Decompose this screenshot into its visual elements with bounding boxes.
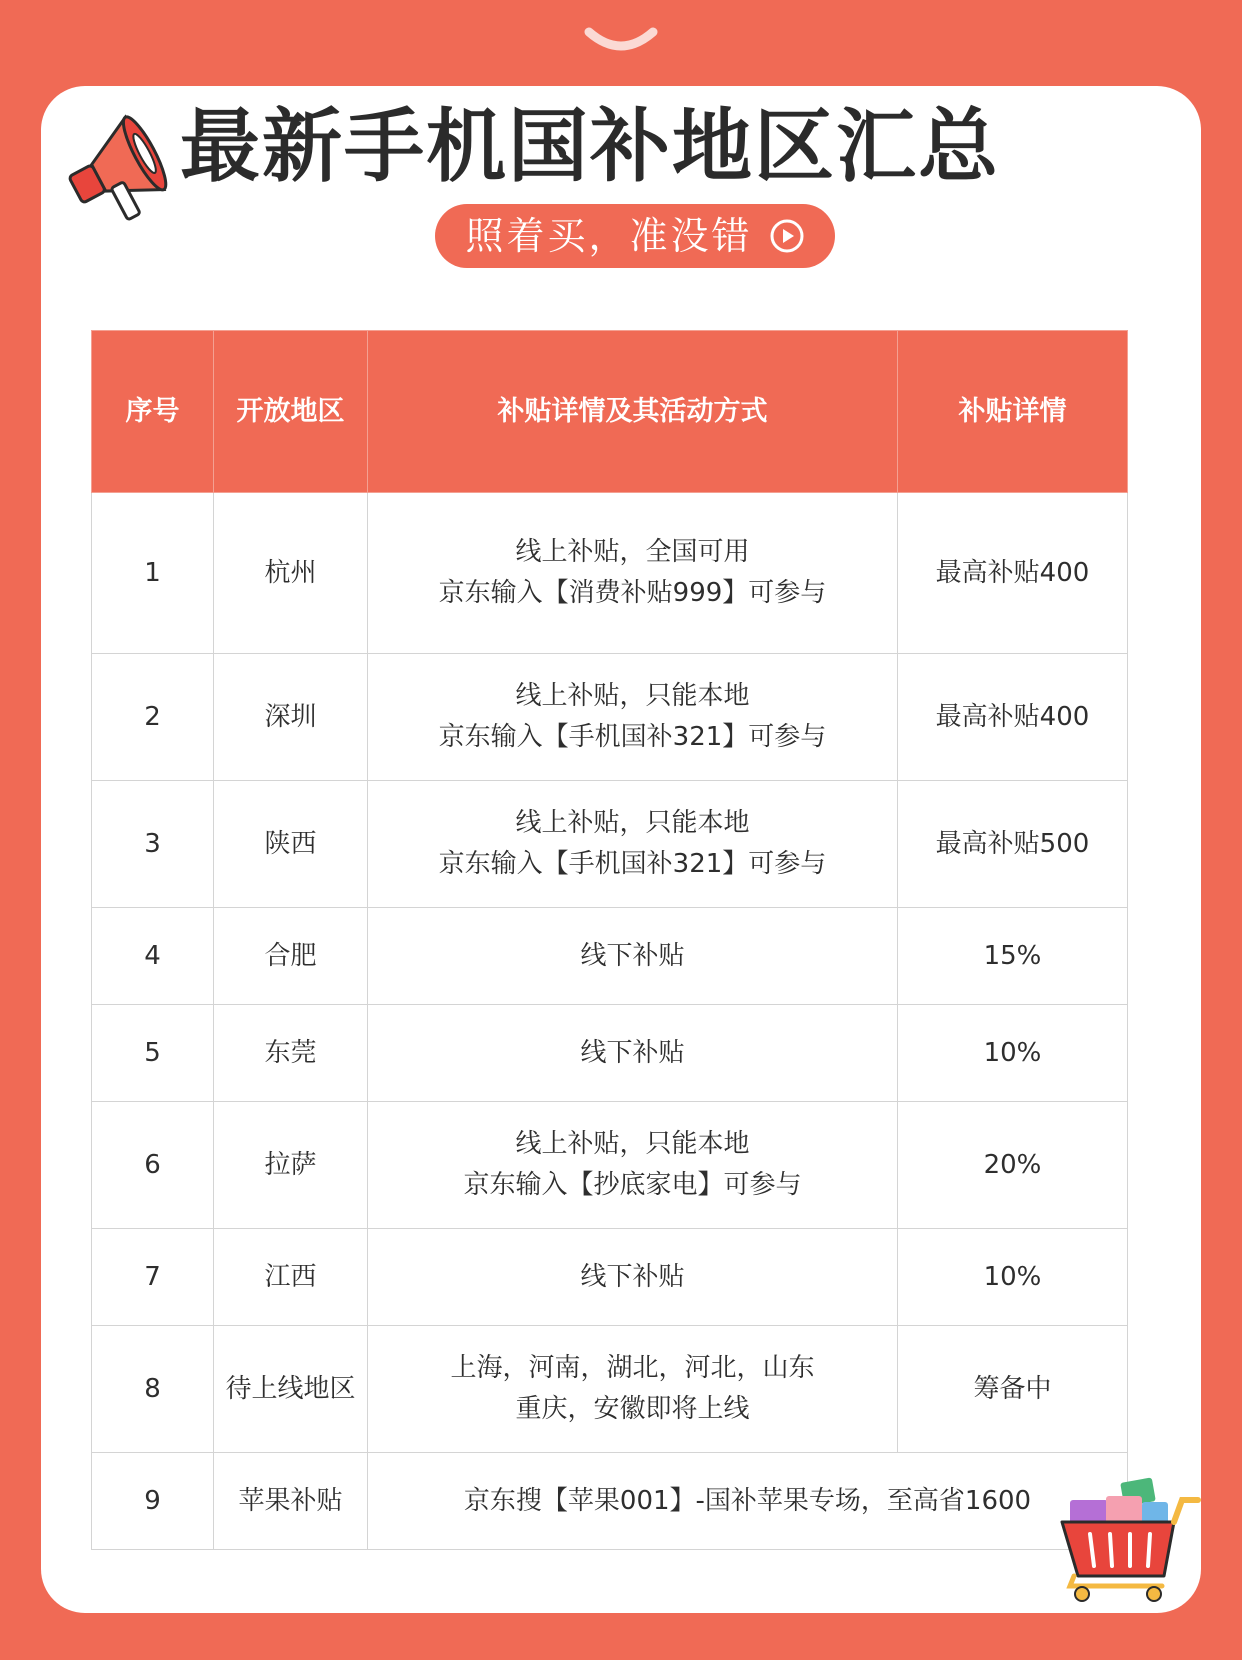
- method-line: 线下补贴: [580, 1261, 685, 1292]
- cell-detail: 最高补贴400: [898, 493, 1128, 654]
- cell-method: [368, 908, 898, 1005]
- header-region: 开放地区: [214, 331, 368, 493]
- header-method: 补贴详情及其活动方式: [368, 331, 898, 493]
- method-line: 上海，河南，湖北，河北，山东: [450, 1353, 815, 1383]
- table-row: [92, 654, 1128, 781]
- megaphone-icon: [54, 98, 174, 230]
- cell-detail: 20%: [898, 1102, 1128, 1229]
- table-header-row: [92, 331, 1128, 493]
- method-line: 京东输入【手机国补321】可参与: [438, 849, 827, 879]
- table-row: [92, 1005, 1128, 1102]
- chevron-down-icon: [583, 26, 659, 56]
- cell-region: 合肥: [214, 908, 368, 1005]
- cell-region: 深圳: [214, 654, 368, 781]
- subsidy-table: [91, 330, 1128, 1550]
- method-line: 重庆，安徽即将上线: [515, 1394, 750, 1424]
- cell-method: [368, 781, 898, 908]
- cell-detail: 最高补贴400: [898, 654, 1128, 781]
- cell-merged-detail: 京东搜【苹果001】-国补苹果专场，至高省1600: [368, 1453, 1128, 1550]
- table-row: [92, 1326, 1128, 1453]
- method-line: 京东输入【抄底家电】可参与: [463, 1170, 802, 1200]
- cell-method: [368, 1229, 898, 1326]
- cell-detail: 10%: [898, 1229, 1128, 1326]
- cell-region: 苹果补贴: [214, 1453, 368, 1550]
- cell-region: 待上线地区: [214, 1326, 368, 1453]
- table-row: [92, 1453, 1128, 1550]
- table-row: [92, 781, 1128, 908]
- cell-detail: 10%: [898, 1005, 1128, 1102]
- page-title: 最新手机国补地区汇总: [180, 100, 1000, 193]
- cell-index: 5: [92, 1005, 214, 1102]
- subtitle-badge[interactable]: [435, 204, 835, 268]
- cell-detail: 15%: [898, 908, 1128, 1005]
- cell-index: 4: [92, 908, 214, 1005]
- method-line: 线下补贴: [580, 940, 685, 971]
- method-line: 线上补贴，只能本地: [515, 681, 750, 711]
- table-row: [92, 908, 1128, 1005]
- cell-method: [368, 1326, 898, 1453]
- method-line: 线上补贴，只能本地: [515, 808, 750, 838]
- play-circle-icon: [769, 218, 805, 254]
- table-row: [92, 493, 1128, 654]
- method-line: 线上补贴，只能本地: [515, 1129, 750, 1159]
- cell-method: [368, 493, 898, 654]
- method-line: 线上补贴，全国可用: [515, 537, 750, 567]
- method-line: 线下补贴: [580, 1037, 685, 1068]
- shopping-cart-icon: [1058, 1474, 1204, 1604]
- cell-index: 8: [92, 1326, 214, 1453]
- cell-index: 2: [92, 654, 214, 781]
- method-line: 京东输入【手机国补321】可参与: [438, 722, 827, 752]
- cell-detail: 最高补贴500: [898, 781, 1128, 908]
- cell-index: 7: [92, 1229, 214, 1326]
- cell-method: [368, 1102, 898, 1229]
- cell-region: 江西: [214, 1229, 368, 1326]
- cell-index: 3: [92, 781, 214, 908]
- header-detail: 补贴详情: [898, 331, 1128, 493]
- cell-method: [368, 1005, 898, 1102]
- cell-region: 陕西: [214, 781, 368, 908]
- cell-region: 杭州: [214, 493, 368, 654]
- method-line: 京东输入【消费补贴999】可参与: [438, 578, 827, 608]
- cell-region: 拉萨: [214, 1102, 368, 1229]
- cell-method: [368, 654, 898, 781]
- cell-index: 1: [92, 493, 214, 654]
- table-row: [92, 1229, 1128, 1326]
- subtitle-text: 照着买，准没错: [465, 214, 753, 258]
- table-row: [92, 1102, 1128, 1229]
- cell-index: 6: [92, 1102, 214, 1229]
- cell-detail: 筹备中: [898, 1326, 1128, 1453]
- cell-index: 9: [92, 1453, 214, 1550]
- header-index: 序号: [92, 331, 214, 493]
- cell-region: 东莞: [214, 1005, 368, 1102]
